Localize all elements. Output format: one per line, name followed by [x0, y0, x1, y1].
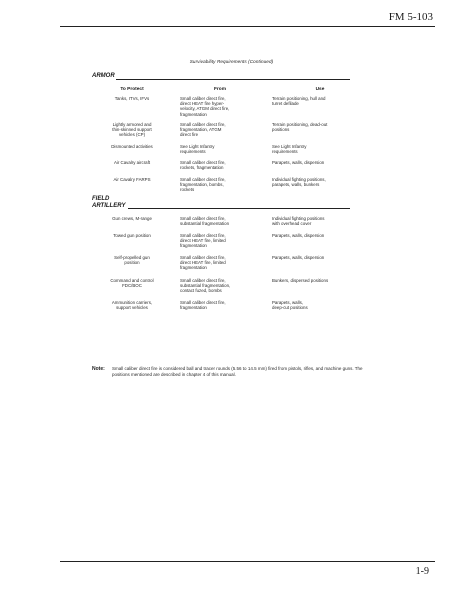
section-rule-field-artillery	[128, 208, 350, 209]
armor-row-3-from: See Light Infantry requirements	[180, 144, 215, 155]
fa-row-1-protect: Gun crews, M-range	[112, 216, 152, 221]
armor-row-2-protect: Lightly armored and thin-skinned support vehicles (CP)	[112, 122, 152, 138]
fa-row-3-protect: Self-propelled gun position	[114, 255, 150, 266]
armor-row-2-from: Small caliber direct fire, fragmentation, ATGM direct fire	[180, 122, 226, 138]
fa-row-2-from: Small caliber direct fire, direct HEAT fire, limited fragmentation	[180, 233, 226, 249]
armor-row-2-use: Terrain positioning, dead-out positions	[272, 122, 328, 133]
section-heading-armor: ARMOR	[92, 73, 115, 79]
note-text: Small caliber direct fire is considered ball and tracer rounds (5.56 to 14.5 mm) fired from pistols, rifles, and machine guns. The positions mentioned are described in chapter 4 of this manual.	[112, 366, 363, 378]
section-rule-armor	[116, 79, 350, 80]
armor-row-3-use: See Light Infantry requirements	[272, 144, 307, 155]
fa-row-4-protect: Command and control FDC/BOC	[110, 278, 154, 289]
fa-row-2-protect: Towed gun position	[113, 233, 151, 238]
armor-row-5-from: Small caliber direct fire, fragmentation, bombs, rockets	[180, 177, 226, 193]
armor-row-3-protect: Dismounted activities	[111, 144, 153, 149]
document-id: FM 5-103	[388, 11, 433, 23]
armor-row-1-protect: Tanks, ITVs, IFVs	[114, 96, 150, 101]
header-rule	[60, 26, 435, 27]
fa-row-1-use: Individual fighting positions with overhead cover	[272, 216, 325, 227]
armor-row-5-protect: Air Cavalry FARPS	[113, 177, 151, 182]
fa-row-5-use: Parapets, walls, deep-cut positions	[272, 300, 308, 311]
fa-row-5-protect: Ammunition carriers, support vehicles	[111, 300, 153, 311]
section-heading-field: FIELD	[92, 196, 110, 202]
fa-row-1-from: Small caliber direct fire, substantial fragmentation	[180, 216, 230, 227]
fa-row-5-from: Small caliber direct fire, fragmentation	[180, 300, 226, 311]
armor-row-4-use: Parapets, walls, dispersion	[272, 160, 325, 165]
armor-row-4-from: Small caliber direct fire, rockets, fragmentation	[180, 160, 226, 171]
page-number: 1-9	[415, 566, 429, 577]
armor-row-1-use: Terrain positioning, hull and turret defilade	[272, 96, 326, 107]
fa-row-4-use: Bunkers, dispersed positions	[272, 278, 329, 283]
armor-row-4-protect: Air Cavalry aircraft	[113, 160, 151, 165]
column-header-to-protect: To Protect	[120, 87, 144, 92]
table-title: Survivability Requirements (Continued)	[189, 59, 274, 64]
column-header-from: From	[214, 87, 226, 92]
fa-row-2-use: Parapets, walls, dispersion	[272, 233, 325, 238]
fa-row-4-from: Small caliber direct fire, substantial fragmentation, contact fuzed, bombs	[180, 278, 231, 294]
armor-row-5-use: Individual fighting positions, parapets, walls, bunkers	[272, 177, 326, 188]
fa-row-3-from: Small caliber direct fire, direct HEAT fire, limited fragmentation	[180, 255, 226, 271]
note-label: Note:	[92, 366, 105, 372]
armor-row-1-from: Small caliber direct fire, direct HEAT fire hyper- velocity, ATGM direct fire, fragmentation	[180, 96, 230, 117]
fa-row-3-use: Parapets, walls, dispersion	[272, 255, 325, 260]
footer-rule	[60, 561, 435, 562]
section-heading-field-artillery	[92, 196, 125, 210]
section-heading-artillery: ARTILLERY	[92, 202, 126, 209]
column-header-use: Use	[315, 87, 325, 92]
